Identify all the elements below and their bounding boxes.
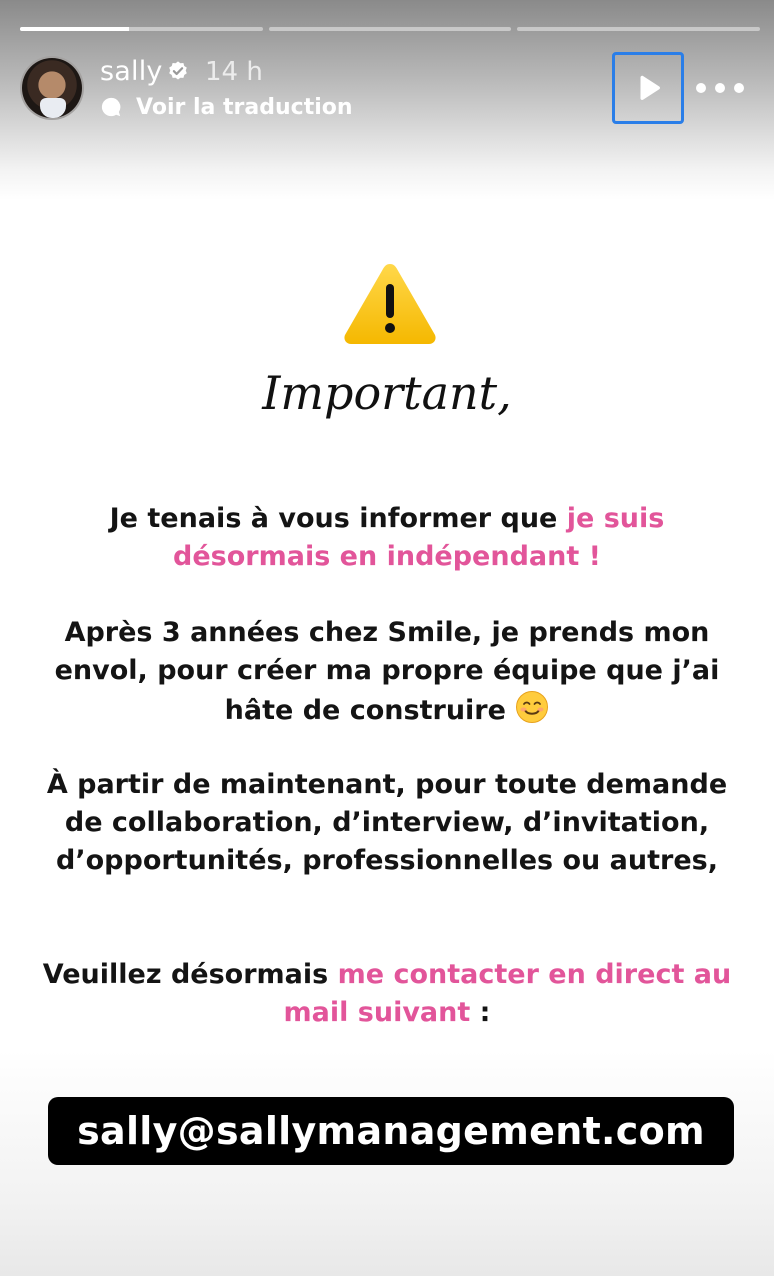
contact-instruction-text: Veuillez désormais — [42, 959, 338, 990]
translate-icon — [100, 96, 122, 118]
avatar[interactable] — [20, 56, 84, 120]
more-icon — [696, 83, 706, 93]
play-icon — [633, 73, 663, 103]
contact-instruction-highlight: me contacter en direct au mail suivant — [283, 959, 732, 1028]
more-icon-dot — [734, 83, 744, 93]
story-progress — [20, 27, 760, 31]
email-address[interactable]: sally@sallymanagement.com — [77, 1109, 705, 1153]
email-sticker[interactable] — [48, 1097, 734, 1165]
career-paragraph — [40, 614, 734, 730]
warning-icon — [342, 260, 438, 346]
translate-label: Voir la traduction — [136, 94, 353, 120]
announcement-highlight: je suis désormais en indépendant ! — [173, 503, 665, 572]
play-button[interactable] — [612, 52, 684, 124]
post-time: 14 h — [205, 57, 263, 87]
more-options-button[interactable] — [696, 78, 744, 98]
announcement-paragraph — [40, 500, 734, 576]
contact-instruction-paragraph — [40, 956, 734, 1032]
progress-segment — [20, 27, 263, 31]
smiling-face-icon — [515, 690, 549, 724]
headline: Important, — [262, 366, 512, 420]
progress-segment — [517, 27, 760, 31]
verified-icon — [167, 60, 189, 82]
contact-instruction-colon: : — [470, 997, 491, 1028]
translate-link[interactable] — [100, 92, 353, 122]
username[interactable]: sally — [100, 56, 163, 87]
progress-segment — [269, 27, 512, 31]
more-icon-dot — [715, 83, 725, 93]
announcement-text: Je tenais à vous informer que — [109, 503, 567, 534]
career-text: Après 3 années chez Smile, je prends mon envol, pour créer ma propre équipe que j’ai hâte de construire — [54, 617, 720, 726]
contact-reasons-paragraph: À partir de maintenant, pour toute demande de collaboration, d’interview, d’invitation, d’opportunités, professionnelles ou autres, — [46, 769, 728, 876]
